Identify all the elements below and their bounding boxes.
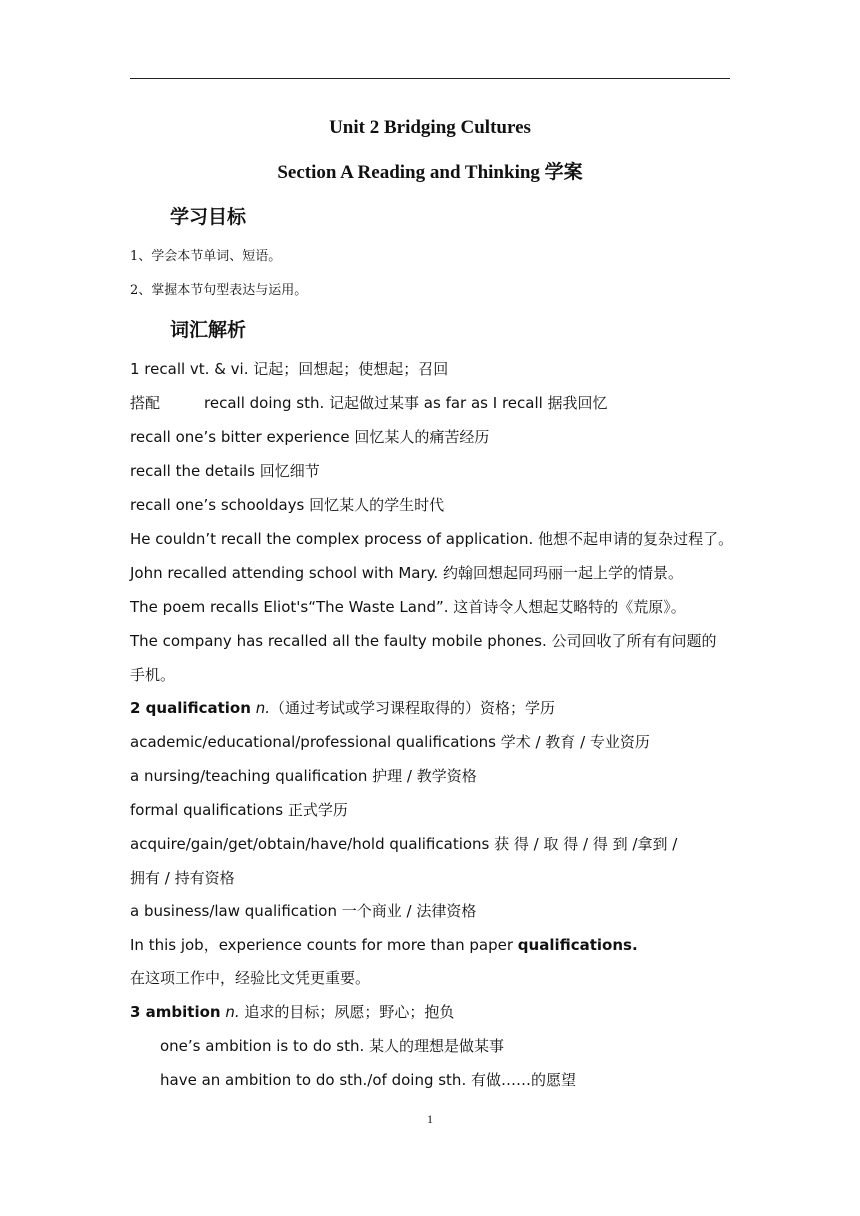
objective-item-1: 1、学会本节单词、短语。 [130,249,282,264]
word-2-line-7 [130,935,730,955]
word-1-line-9: 手机。 [130,666,176,684]
page-title: Unit 2 Bridging Cultures [329,117,531,138]
word-2-line-7-text: In this job，experience counts for more than paper [130,936,518,954]
page-number: 1 [427,1112,433,1126]
word-2-line-5: 拥有 / 持有资格 [130,869,235,887]
word-1-collocation [130,393,730,413]
page-subtitle: Section A Reading and Thinking 学案 [277,162,583,183]
word-3-meaning: 追求的目标；夙愿；野心；抱负 [239,1003,455,1021]
word-1-head: 1 recall vt. & vi. 记起；回想起；使想起；召回 [130,360,449,378]
word-1-line-7: The poem recalls Eliot's“The Waste Land”. 这首诗令人想起艾略特的《荒原》。 [130,598,686,616]
word-3-head [130,1002,730,1022]
word-1-line-4: recall one’s schooldays 回忆某人的学生时代 [130,496,445,514]
word-2-line-4: acquire/gain/get/obtain/have/hold qualifications 获 得 / 取 得 / 得 到 /拿到 / [130,835,678,853]
word-2-line-8: 在这项工作中，经验比文凭更重要。 [130,969,371,987]
word-1-line-3: recall the details 回忆细节 [130,462,320,480]
word-3-line-2: have an ambition to do sth./of doing sth. 有做……的愿望 [160,1071,576,1089]
word-2-line-7-bold: qualifications. [517,936,638,954]
word-1-line-8: The company has recalled all the faulty mobile phones. 公司回收了所有有问题的 [130,632,717,650]
word-2-line-2: a nursing/teaching qualification 护理 / 教学资格 [130,767,477,785]
header-rule [130,78,730,79]
word-2-line-3: formal qualifications 正式学历 [130,801,348,819]
word-2-pos: n. [255,699,270,717]
word-2-meaning: （通过考试或学习课程取得的）资格；学历 [269,699,555,717]
word-2-line-1: academic/educational/professional qualifications 学术 / 教育 / 专业资历 [130,733,650,751]
objectives-heading: 学习目标 [170,206,247,228]
word-3-pos: n. [225,1003,240,1021]
objective-item-2: 2、掌握本节句型表达与运用。 [130,283,308,298]
word-2-term: 2 qualification [130,699,251,717]
word-2-head [130,698,730,718]
word-3-term: 3 ambition [130,1003,221,1021]
word-1-line-6: John recalled attending school with Mary. 约翰回想起同玛丽一起上学的情景。 [130,564,683,582]
vocab-heading: 词汇解析 [170,319,247,341]
collocation-text: recall doing sth. 记起做过某事 as far as I recall 据我回忆 [204,394,608,412]
collocation-label: 搭配 [130,394,161,412]
word-1-line-2: recall one’s bitter experience 回忆某人的痛苦经历 [130,428,490,446]
word-1-line-5: He couldn’t recall the complex process of application. 他想不起申请的复杂过程了。 [130,530,734,548]
word-2-line-6: a business/law qualification 一个商业 / 法律资格 [130,902,477,920]
word-3-line-1: one’s ambition is to do sth. 某人的理想是做某事 [160,1037,505,1055]
